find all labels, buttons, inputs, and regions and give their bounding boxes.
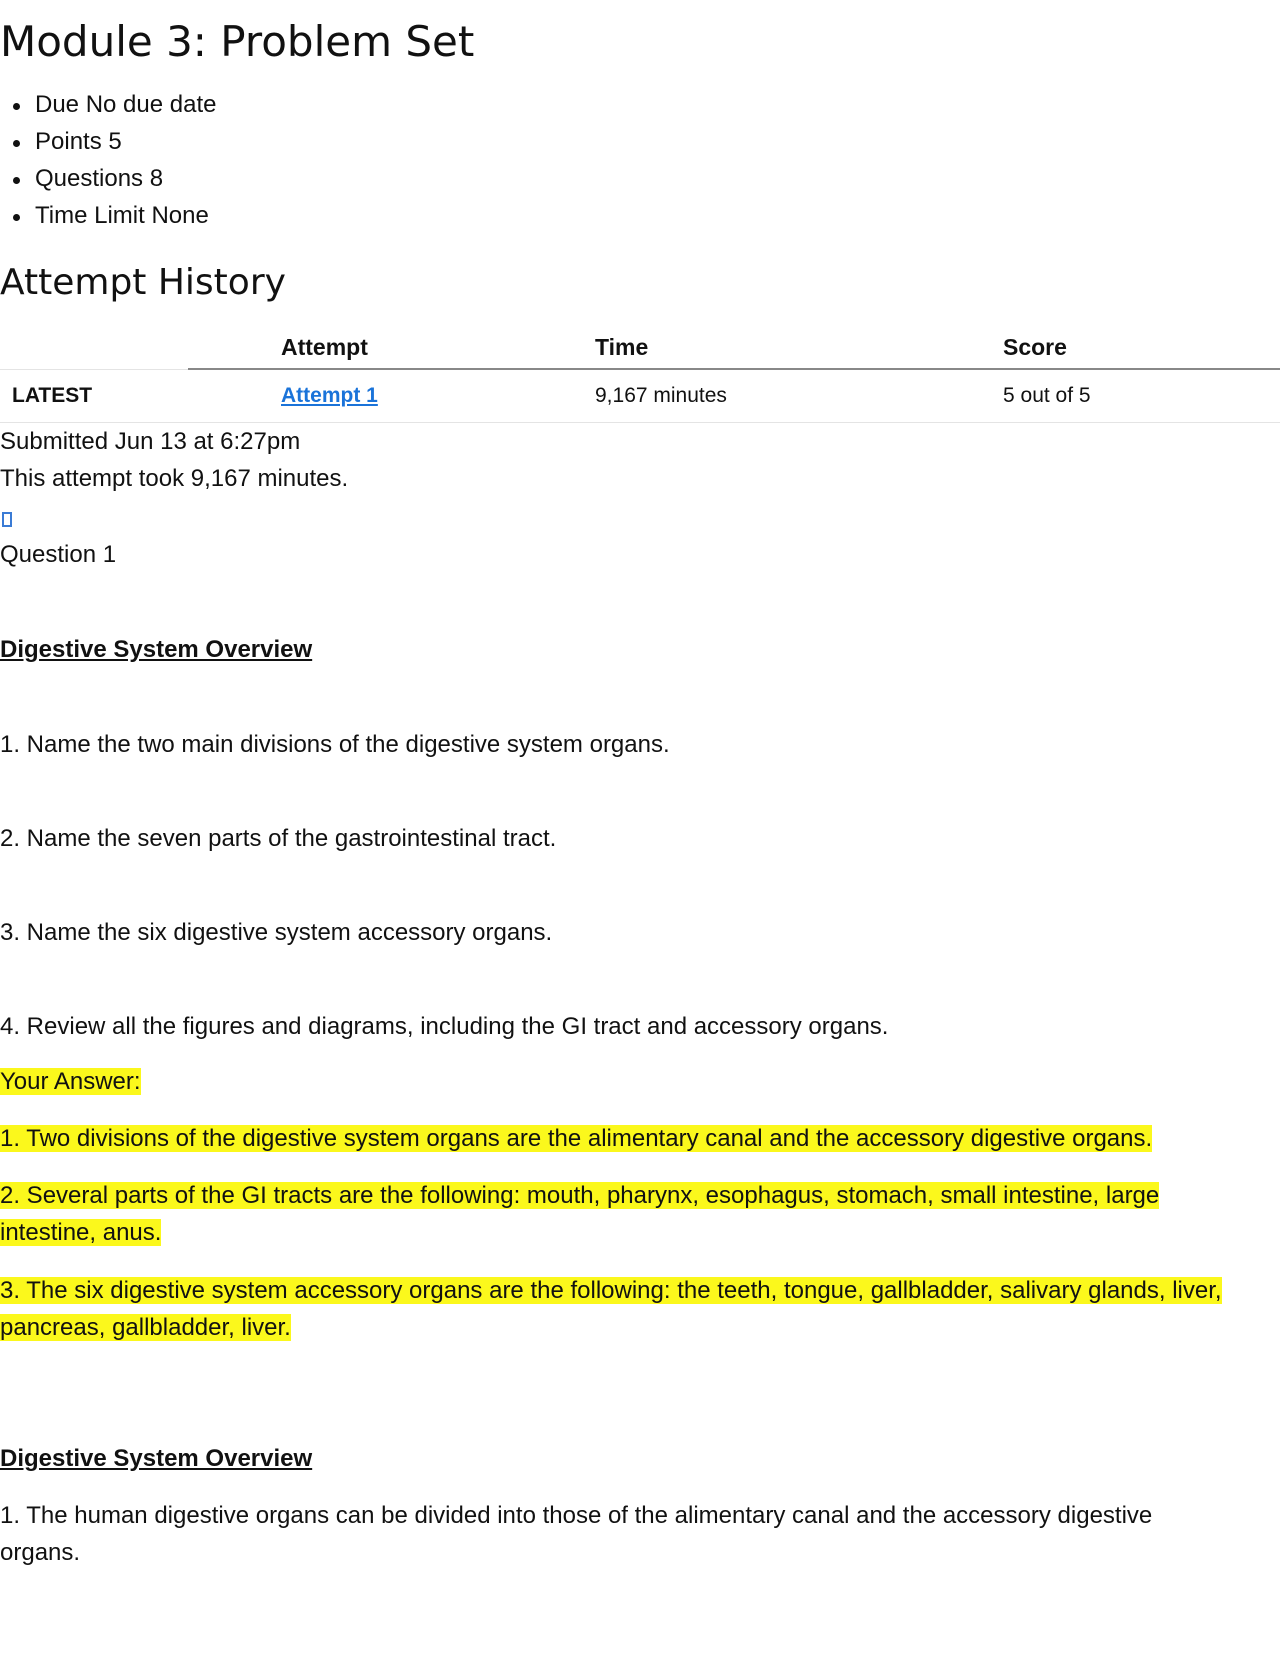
question-heading: Digestive System Overview <box>0 636 313 663</box>
meta-due-value: No due date <box>85 91 217 118</box>
question-label: Question 1 <box>0 541 117 568</box>
header-time: Time <box>501 326 908 369</box>
attempt-duration-text: This attempt took 9,167 minutes. <box>0 465 349 492</box>
answer-item-3 <box>0 1272 1230 1346</box>
answer-item-2 <box>0 1177 1230 1251</box>
flag-icon[interactable] <box>2 512 12 527</box>
header-score: Score <box>908 326 1280 369</box>
question-item-2: 2. Name the seven parts of the gastrointestinal tract. <box>0 825 557 852</box>
attempt-cell <box>188 369 501 423</box>
answer-item-1 <box>0 1120 1230 1157</box>
your-answer-label <box>0 1064 141 1100</box>
meta-due-label: Due <box>35 91 80 118</box>
latest-tag: LATEST <box>0 369 188 423</box>
score-cell: 5 out of 5 <box>908 369 1280 423</box>
submitted-text: Submitted Jun 13 at 6:27pm <box>0 428 301 455</box>
header-blank <box>0 326 188 369</box>
meta-time-limit-value: None <box>151 202 209 229</box>
meta-due <box>10 88 216 125</box>
header-attempt: Attempt <box>188 326 501 369</box>
question-item-3: 3. Name the six digestive system accessory organs. <box>0 919 553 946</box>
meta-points-label: Points <box>35 128 102 155</box>
meta-questions <box>10 162 216 199</box>
answer-item-3-text: 3. The six digestive system accessory organs are the following: the teeth, tongue, gallbladder, salivary glands, liver, pancreas, gallbladder, liver. <box>0 1277 1222 1341</box>
attempt-history-table <box>0 326 1280 423</box>
feedback-heading: Digestive System Overview <box>0 1445 313 1472</box>
answer-item-1-text: 1. Two divisions of the digestive system organs are the alimentary canal and the accessory digestive organs. <box>0 1125 1153 1152</box>
meta-points-value: 5 <box>108 128 122 155</box>
attempt-history-title: Attempt History <box>0 262 286 303</box>
answer-item-2-text: 2. Several parts of the GI tracts are the following: mouth, pharynx, esophagus, stomach, small intestine, large intestine, anus. <box>0 1182 1160 1246</box>
meta-questions-value: 8 <box>149 165 164 192</box>
question-item-1: 1. Name the two main divisions of the digestive system organs. <box>0 731 670 758</box>
meta-time-limit <box>10 199 216 236</box>
meta-points <box>10 125 216 162</box>
attempt-1-link[interactable]: Attempt 1 <box>281 384 378 407</box>
meta-time-limit-label: Time Limit <box>35 202 145 229</box>
question-item-4: 4. Review all the figures and diagrams, including the GI tract and accessory organs. <box>0 1013 889 1040</box>
meta-questions-label: Questions <box>35 165 144 192</box>
page-title: Module 3: Problem Set <box>0 17 475 66</box>
table-header-row <box>0 326 1280 369</box>
time-cell: 9,167 minutes <box>501 369 908 423</box>
table-row <box>0 369 1280 423</box>
quiz-meta-list <box>10 88 216 236</box>
feedback-text: 1. The human digestive organs can be divided into those of the alimentary canal and the accessory digestive organs. <box>0 1502 1153 1566</box>
your-answer-label-text: Your Answer: <box>0 1068 141 1095</box>
